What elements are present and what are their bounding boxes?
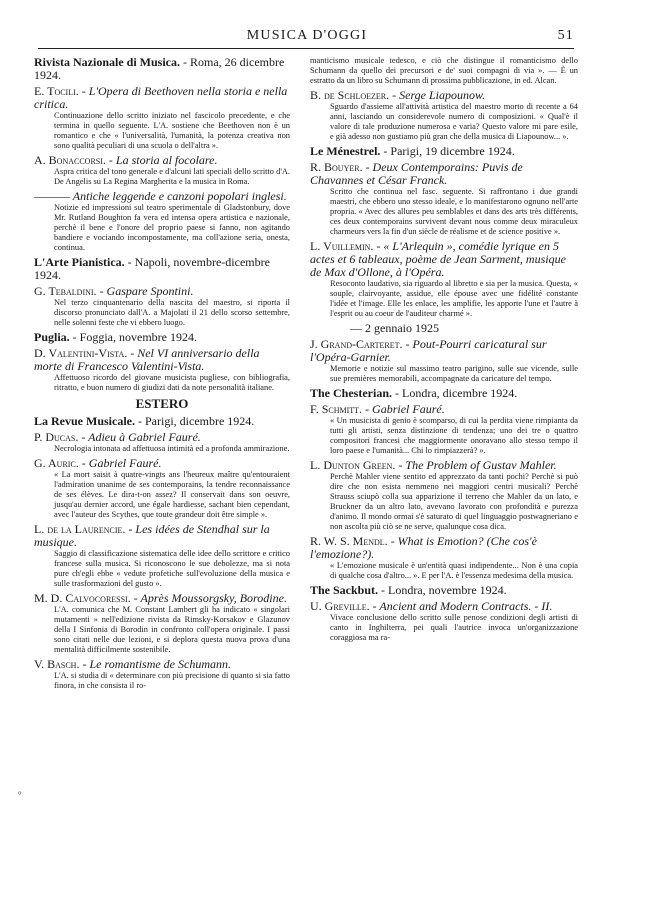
- magazine-title: The Sackbut.: [310, 583, 379, 597]
- running-header: [40, 28, 574, 48]
- entry-description: L'A. si studia di « determinare con più precisione di quanto si sia fatto finora, in che consista il ro-: [54, 671, 290, 690]
- entry-block: [34, 190, 290, 253]
- entry-description: « L'emozione musicale è un'entità quasi indipendente... Non è una copia di qualche cosa d'altro... ». E per l'A. è l'essenza medesima della musica.: [330, 561, 578, 580]
- magazine-title: La Revue Musicale.: [34, 414, 135, 428]
- entry-description: Saggio di classificazione sistematica delle idee dello scrittore e critico francese sulla musica. Si riconoscono le sue debolezze, ma si nota pure ch'egli ebbe « vedute profetiche sull'evoluzione della musica e sulle trasformazioni del gusto ».: [54, 549, 290, 588]
- magazine-title: Le Ménestrel.: [310, 144, 381, 158]
- article-title: - What is Emotion? (Che cos'è l'emozione?).: [310, 534, 537, 561]
- entry-block: [310, 600, 578, 643]
- entry-description: « La mort saisit à quatre-vingts ans l'heureux maître qu'entouraient l'admiration unanime de ses contemporains, la tendre reconnaissance de ses élèves. Le dira-t-on assez? Il conservait dans son oeuvre, jusqu'au dernier accord, une égale hardiesse, sachant bien cependant, avec l'auteur des Scythes, que toute grandeur doit être simple ».: [54, 470, 290, 519]
- article-heading: [34, 592, 290, 605]
- article-author: A. Bonaccorsi.: [34, 153, 106, 167]
- entry-description: Necrologia intonata ad affettuosa intimità ed a profonda ammirazione.: [54, 444, 290, 453]
- article-title: - Serge Liapounow.: [389, 88, 486, 102]
- entry-block: [34, 285, 290, 328]
- entry-description: Notizie ed impressioni sul teatro sperimentale di Gladstonbury, dove Mr. Rutland Boughton fa vera ed intensa opera artistica e nazionale, perchè il bene e l'onore del proprio paese si fanno, non agitando bandiere e vociando incompostamente, ma coll'azione seria, onesta, continua.: [54, 203, 290, 252]
- article-title: - Gabriel Fauré.: [362, 402, 445, 416]
- entry-block: [34, 523, 290, 589]
- entry-description: Memorie e notizie sul massimo teatro parigino, sulle sue vicende, sulle sue premières memorabili, accompagnate da caricature del tempo.: [330, 364, 578, 383]
- entry-block: [34, 592, 290, 655]
- article-author: L. Dunton Green.: [310, 458, 396, 472]
- magazine-issue: - Parigi, 19 dicembre 1924.: [380, 144, 515, 158]
- issue-date: — 2 gennaio 1925: [350, 321, 439, 335]
- entry-description: Resoconto laudativo, sia riguardo al libretto e sia per la musica. Questa, « souple, clairvoyante, assidue, elle épouse avec une fidélité constante l'idée et l'image. Elle les enlace, les amplifie, les apporte l'une et l'autre à l'esprit ou au coeur de l'auditeur charmé ».: [330, 279, 578, 318]
- entry-block: [310, 161, 578, 237]
- article-heading: [310, 338, 578, 364]
- entry-block: [310, 403, 578, 456]
- article-title: - La storia al focolare.: [105, 153, 218, 167]
- article-author: D. Valentini-Vista.: [34, 346, 128, 360]
- magazine-heading: [34, 56, 290, 82]
- article-heading: [310, 403, 578, 416]
- entry-description: « Un musicista di genio è scomparso, di cui la perdita viene rimpianta da tutti gli artisti, senza distinzione di tendenza; uno dei tre o quattro compositori francesi che maggiormente onoravano allo stesso tempo il loro paese e l'umanità... Chi lo rimpiazzerà? ».: [330, 416, 578, 455]
- sec-block: [34, 396, 290, 412]
- article-author: L. Vuillemin.: [310, 239, 374, 253]
- entry-block: [34, 457, 290, 520]
- entry-block: [34, 347, 290, 393]
- entry-description: Perchè Mahler viene sentito ed apprezzato da tanti pochi? Perchè si può dire che non esista nemmeno nei maggiori centri musicali? Perchè Strauss sciupò colla sua apparizione il terreno che Mahler da un lato, e Bruckner da un altro lato, avevano lavorato con profondità e purezza d'animo. Il mondo ormai s'è saturato di quel linguaggio postwagneriano e non ascolta più ciò se ne serve, qualunque cosa dica.: [330, 472, 578, 531]
- mag-block: [34, 415, 290, 428]
- article-title: - Après Moussorgsky, Borodine.: [130, 591, 287, 605]
- magazine-issue: - Napoli, novembre-dicembre 1924.: [34, 255, 270, 282]
- article-title: - Les idées de Stendhal sur la musique.: [34, 522, 270, 549]
- entry-description: Nel terzo cinquantenario della nascita del maestro, si riporta il discorso pronunciato dall'A. a Majolati il 21 dello scorso settembre, nelle solenni feste che vi ebbero luogo.: [54, 298, 290, 327]
- article-title: - Adieu à Gabriel Fauré.: [78, 430, 201, 444]
- magazine-issue: - Londra, novembre 1924.: [378, 583, 507, 597]
- magazine-issue: - Parigi, dicembre 1924.: [135, 414, 255, 428]
- mag-block: [34, 56, 290, 82]
- entry-block: [310, 535, 578, 581]
- magazine-heading: [34, 256, 290, 282]
- article-heading: [34, 154, 290, 167]
- journal-title: MUSICA D'OGGI: [246, 28, 368, 43]
- article-heading: [310, 89, 578, 102]
- entry-description: Vivace conclusione dello scritto sulle penose condizioni degli artisti di canto in Inghilterra, pei quali l'autrice invoca un'organizzazione coraggiosa ma ra-: [330, 613, 578, 642]
- section-heading: ESTERO: [135, 396, 189, 411]
- article-heading: [34, 658, 290, 671]
- article-author: M. D. Calvocoressi.: [34, 591, 131, 605]
- magazine-issue: - Roma, 26 dicembre 1924.: [34, 55, 285, 82]
- entry-block: [34, 658, 290, 691]
- margin-mark: °: [18, 790, 22, 800]
- article-author: ———: [34, 189, 70, 203]
- article-title: - L'Opera di Beethoven nella storia e nella critica.: [34, 84, 288, 111]
- article-author: R. W. S. Mendl.: [310, 534, 388, 548]
- entry-block: [310, 338, 578, 384]
- article-heading: [34, 285, 290, 298]
- article-author: B. de Schloezer.: [310, 88, 390, 102]
- mag-block: [310, 584, 578, 597]
- article-heading: [310, 459, 578, 472]
- entry-description: Continuazione dello scritto iniziato nel fascicolo precedente, e che termina in quello seguente. L'A. sostiene che Beethoven non è un romantico e che « l'universalità, l'umanità, la potenza creativa non sono qualità peculiari di una scuola o dell'altra ».: [54, 111, 290, 150]
- entry-block: [310, 240, 578, 319]
- article-title: - Deux Contemporains: Puvis de Chavannes et César Franck.: [310, 160, 523, 187]
- magazine-title: Rivista Nazionale di Musica.: [34, 55, 180, 69]
- article-heading: [34, 190, 290, 203]
- article-heading: [34, 457, 290, 470]
- article-author: U. Greville.: [310, 599, 370, 613]
- article-title: Antiche leggende e canzoni popolari inglesi.: [70, 189, 287, 203]
- article-author: F. Schmitt.: [310, 402, 363, 416]
- article-heading: [34, 347, 290, 373]
- article-title: - « L'Arlequin », comédie lyrique en 5 actes et 6 tableaux, poème de Jean Sarment, musique de Max d'Ollone, à l'Opéra.: [310, 239, 566, 279]
- magazine-issue: - Foggia, novembre 1924.: [69, 330, 197, 344]
- entry-block: [34, 154, 290, 187]
- entry-description: L'A. comunica che M. Constant Lambert gli ha indicato « singolari mutamenti » nell'edizione rivista da Rimsky-Korsakov e Glazunov della I Sinfonia di Borodin in confronto coll'opera originale. I passi sono citati nelle due lezioni, e si deplora questa nuova prova d'una mentalità difficilmente sostenibile.: [54, 605, 290, 654]
- article-title: - Gaspare Spontini.: [96, 284, 194, 298]
- left-column: [34, 56, 290, 694]
- article-title: - The Problem of Gustav Mahler.: [395, 458, 557, 472]
- mag-block: [310, 387, 578, 400]
- entry-block: [310, 459, 578, 532]
- page-number: 51: [557, 28, 574, 43]
- magazine-heading: [310, 584, 578, 597]
- magazine-title: L'Arte Pianistica.: [34, 255, 125, 269]
- article-author: R. Bouyer.: [310, 160, 363, 174]
- entry-block: [310, 89, 578, 142]
- magazine-heading: [34, 331, 290, 344]
- cont-block: [310, 56, 578, 86]
- article-heading: [34, 431, 290, 444]
- article-heading: [310, 161, 578, 187]
- article-author: V. Basch.: [34, 657, 80, 671]
- article-author: E. Tocili.: [34, 84, 79, 98]
- sub-block: [310, 322, 578, 335]
- article-author: G. Auric.: [34, 456, 79, 470]
- magazine-heading: [310, 145, 578, 158]
- right-column: [310, 56, 578, 646]
- entry-description: Aspra critica del tono generale e d'alcuni lati speciali dello scritto d'A. De Angelis su La Regina Margherita e la musica in Roma.: [54, 167, 290, 186]
- article-heading: [34, 85, 290, 111]
- magazine-heading: [34, 415, 290, 428]
- mag-block: [310, 145, 578, 158]
- article-heading: [310, 240, 578, 279]
- magazine-heading: [310, 387, 578, 400]
- entry-block: [34, 85, 290, 151]
- mag-block: [34, 331, 290, 344]
- article-title: - Ancient and Modern Contracts. - II.: [369, 599, 553, 613]
- magazine-title: The Chesterian.: [310, 386, 392, 400]
- entry-description: Scritto che continua nel fasc. seguente. Si raffrontano i due grandi maestri, che ebbero uno stesso ideale, e lo manifestarono ognuno nell'arte propria. « Avec des allures peu semblables et dans des arts très différents, ces deux contemporains survivent devant nous comme deux miraculeux charmeurs vers la fin d'un siècle de réalisme et de science positive ».: [330, 187, 578, 236]
- article-title: - Nel VI anniversario della morte di Francesco Valentini-Vista.: [34, 346, 260, 373]
- article-author: L. de la Laurencie.: [34, 522, 126, 536]
- article-title: - Gabriel Fauré.: [78, 456, 162, 470]
- mag-block: [34, 256, 290, 282]
- article-author: P. Ducas.: [34, 430, 79, 444]
- article-title: - Pout-Pourri caricatural sur l'Opéra-Garnier.: [310, 337, 547, 364]
- header-rule: [38, 48, 574, 49]
- entry-description: Sguardo d'assieme all'attività artistica del maestro morto di recente a 64 anni, lasciando un considerevole numero di composizioni. « Qual'è il valore di tale produzione numerosa e varia? Questo valore mi pare esile, e già adesso non gustiamo più gran che della musica di Liapounow... ».: [330, 102, 578, 141]
- article-author: J. Grand-Carteret.: [310, 337, 403, 351]
- article-author: G. Tebaldini.: [34, 284, 97, 298]
- article-heading: [34, 523, 290, 549]
- magazine-issue: - Londra, dicembre 1924.: [392, 386, 518, 400]
- entry-description: Affettuoso ricordo del giovane musicista pugliese, con bibliografia, ritratto, e buon numero di giudizi dati da note personalità italiane.: [54, 373, 290, 392]
- article-heading: [310, 600, 578, 613]
- article-title: - Le romantisme de Schumann.: [79, 657, 232, 671]
- article-heading: [310, 535, 578, 561]
- magazine-title: Puglia.: [34, 330, 70, 344]
- entry-block: [34, 431, 290, 454]
- entry-description: manticismo musicale tedesco, e ciò che distingue il romanticismo dello Schumann da quello dei precursori e de' suoi compagni di via ». — È un estratto da un libro su Schumann di prossima pubblicazione, in ed. Alcan.: [310, 56, 578, 85]
